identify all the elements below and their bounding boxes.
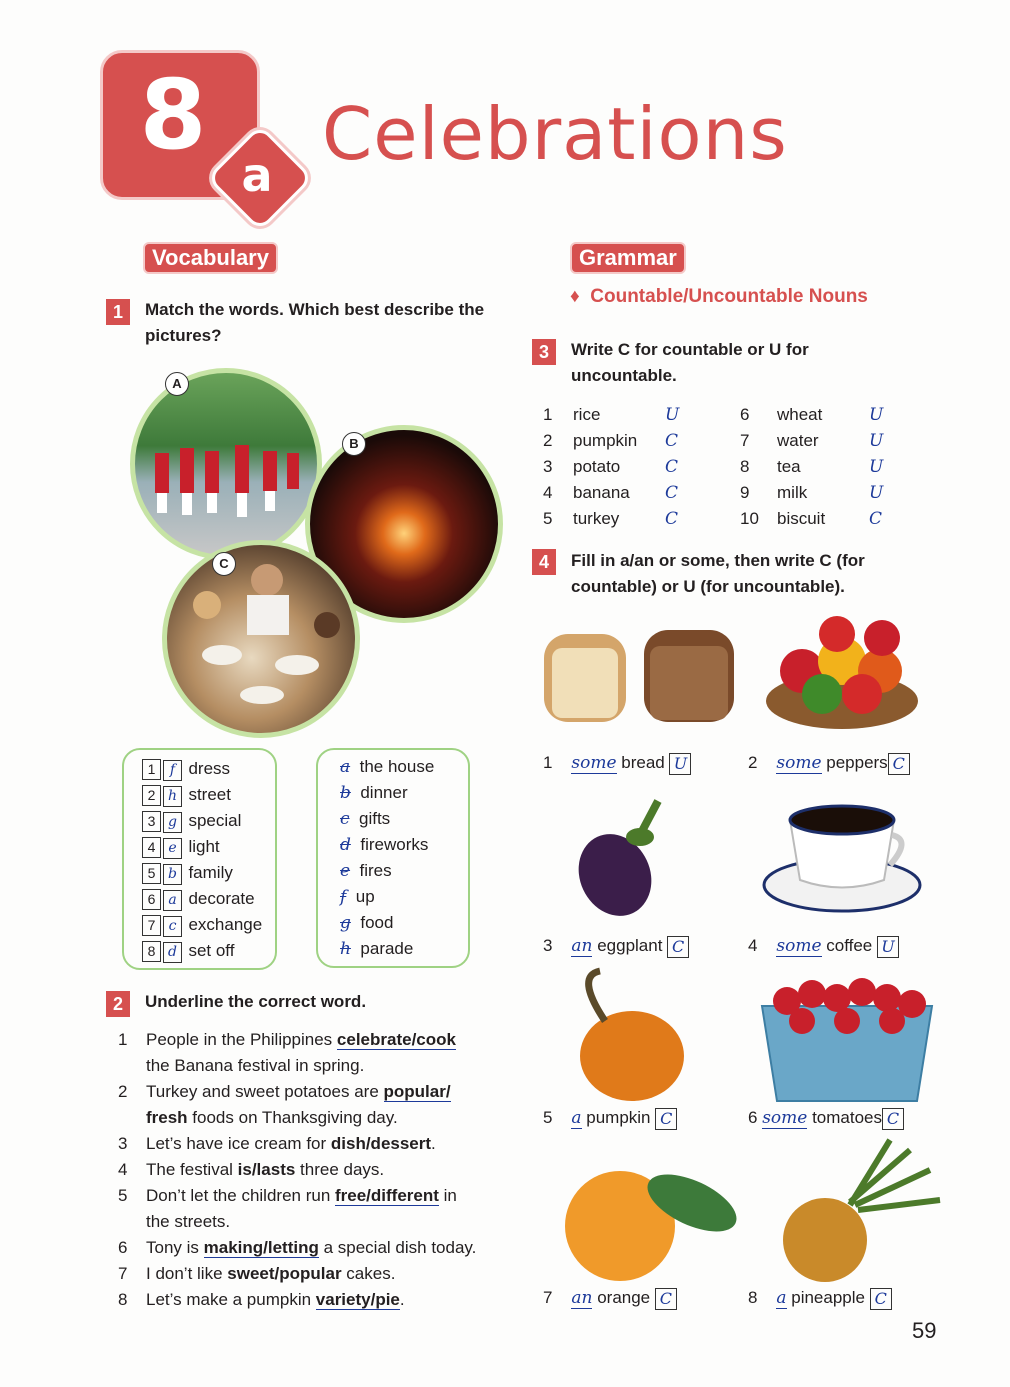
exercise-2-number: 2: [106, 991, 130, 1017]
ex4-item-5: 5 a pumpkin C: [543, 1105, 677, 1131]
match-left-item: 2 h street: [142, 782, 262, 808]
match-right-list: [340, 754, 434, 962]
match-right-item: f up: [340, 887, 375, 907]
list-item: 8 Let’s make a pumpkin variety/pie.: [118, 1290, 405, 1309]
exercise-1-instruction: Match the words. Which best describe the pictures?: [145, 300, 485, 345]
match-right-item: b dinner: [340, 783, 408, 803]
list-item: 1 People in the Philippines celebrate/cook: [118, 1030, 456, 1049]
match-left-item: 3 g special: [142, 808, 262, 834]
match-left-item: 6 a decorate: [142, 886, 262, 912]
match-left-item: 7 c exchange: [142, 912, 262, 938]
parade-figures: [135, 373, 317, 555]
match-right-item: d fireworks: [340, 835, 429, 855]
orange-image: [562, 1148, 742, 1283]
match-right-item: h parade: [340, 939, 414, 959]
exercise-1-number: 1: [106, 299, 130, 325]
page-title: Celebrations: [322, 92, 788, 176]
photo-dinner: [162, 540, 360, 738]
match-left-item: 4 e light: [142, 834, 262, 860]
match-right-item: g food: [340, 913, 394, 933]
exercise-4-instruction: Fill in a/an or some, then write C (for countable) or U (for uncountable).: [571, 551, 865, 596]
exercise-3-number: 3: [532, 339, 556, 365]
peppers-image: [762, 606, 922, 731]
ex4-item-3: 3 an eggplant C: [543, 933, 689, 959]
ex4-item-7: 7 an orange C: [543, 1285, 677, 1311]
list-item: 3 Let’s have ice cream for dish/dessert.: [118, 1134, 436, 1153]
match-right-item: c gifts: [340, 809, 391, 829]
exercise-4-number: 4: [532, 549, 556, 575]
list-item: 7 I don’t like sweet/popular cakes.: [118, 1264, 396, 1283]
match-left-item: 5 b family: [142, 860, 262, 886]
pumpkin-image: [570, 966, 690, 1106]
lesson-letter: a: [241, 148, 273, 202]
match-left-list: [142, 756, 262, 964]
exercise-3-instruction: Write C for countable or U for uncountable.: [571, 340, 809, 385]
diamond-icon: ♦: [570, 286, 580, 307]
page-number: 59: [912, 1318, 937, 1343]
ex4-item-2: 2 some peppers C: [748, 750, 910, 776]
photo-label-c: C: [212, 552, 236, 576]
match-right-item: e fires: [340, 861, 392, 881]
list-item: 2 Turkey and sweet potatoes are popular/: [118, 1082, 451, 1101]
photo-label-b: B: [342, 432, 366, 456]
list-item: 6 Tony is making/letting a special dish today.: [118, 1238, 477, 1257]
vocabulary-heading: Vocabulary: [143, 242, 278, 274]
ex4-item-8: 8 a pineapple C: [748, 1285, 892, 1311]
photo-label-a: A: [165, 372, 189, 396]
bread-image: [540, 622, 740, 727]
grammar-heading: Grammar: [570, 242, 686, 274]
photo-parade: [130, 368, 322, 560]
list-item: 4 The festival is/lasts three days.: [118, 1160, 385, 1179]
match-left-item: 8 d set off: [142, 938, 262, 964]
exercise-2-instruction: Underline the correct word.: [145, 992, 367, 1011]
exercise-2-list: 1 People in the Philippines celebrate/cook the Banana festival in spring. 2 Turkey and sweet potatoes are popular/ fresh foods on Thanksgiving day. 3 Let’s have ice cream for dish/dessert. 4 The festival is/lasts three days. 5 Don’t let the children run free/different in the streets. 6 Tony is making/letting a special dish today. 7 I don’t like sweet/popular cakes. 8 Let’s make a pumpkin variety/pie.: [118, 1027, 498, 1313]
pineapple-image: [780, 1130, 945, 1285]
ex4-item-6: 6 some tomatoes C: [748, 1105, 904, 1131]
list-item: 5 Don’t let the children run free/different in: [118, 1186, 457, 1205]
coffee-image: [760, 795, 925, 915]
unit-number: 8: [139, 59, 207, 171]
match-right-item: a the house: [340, 757, 435, 777]
ex4-item-4: 4 some coffee U: [748, 933, 899, 959]
exercise-3-right: 6 wheat U 7 water U 8 tea U 9 milk U 10 biscuit C: [740, 405, 884, 529]
exercise-3-left: 1 rice U 2 pumpkin C 3 potato C 4 banana C 5 turkey C: [543, 405, 680, 529]
grammar-topic: ♦ Countable/Uncountable Nouns: [570, 286, 868, 307]
match-left-item: 1 f dress: [142, 756, 262, 782]
ex4-item-1: 1 some bread U: [543, 750, 691, 776]
tomatoes-image: [757, 966, 937, 1106]
eggplant-image: [570, 795, 670, 925]
